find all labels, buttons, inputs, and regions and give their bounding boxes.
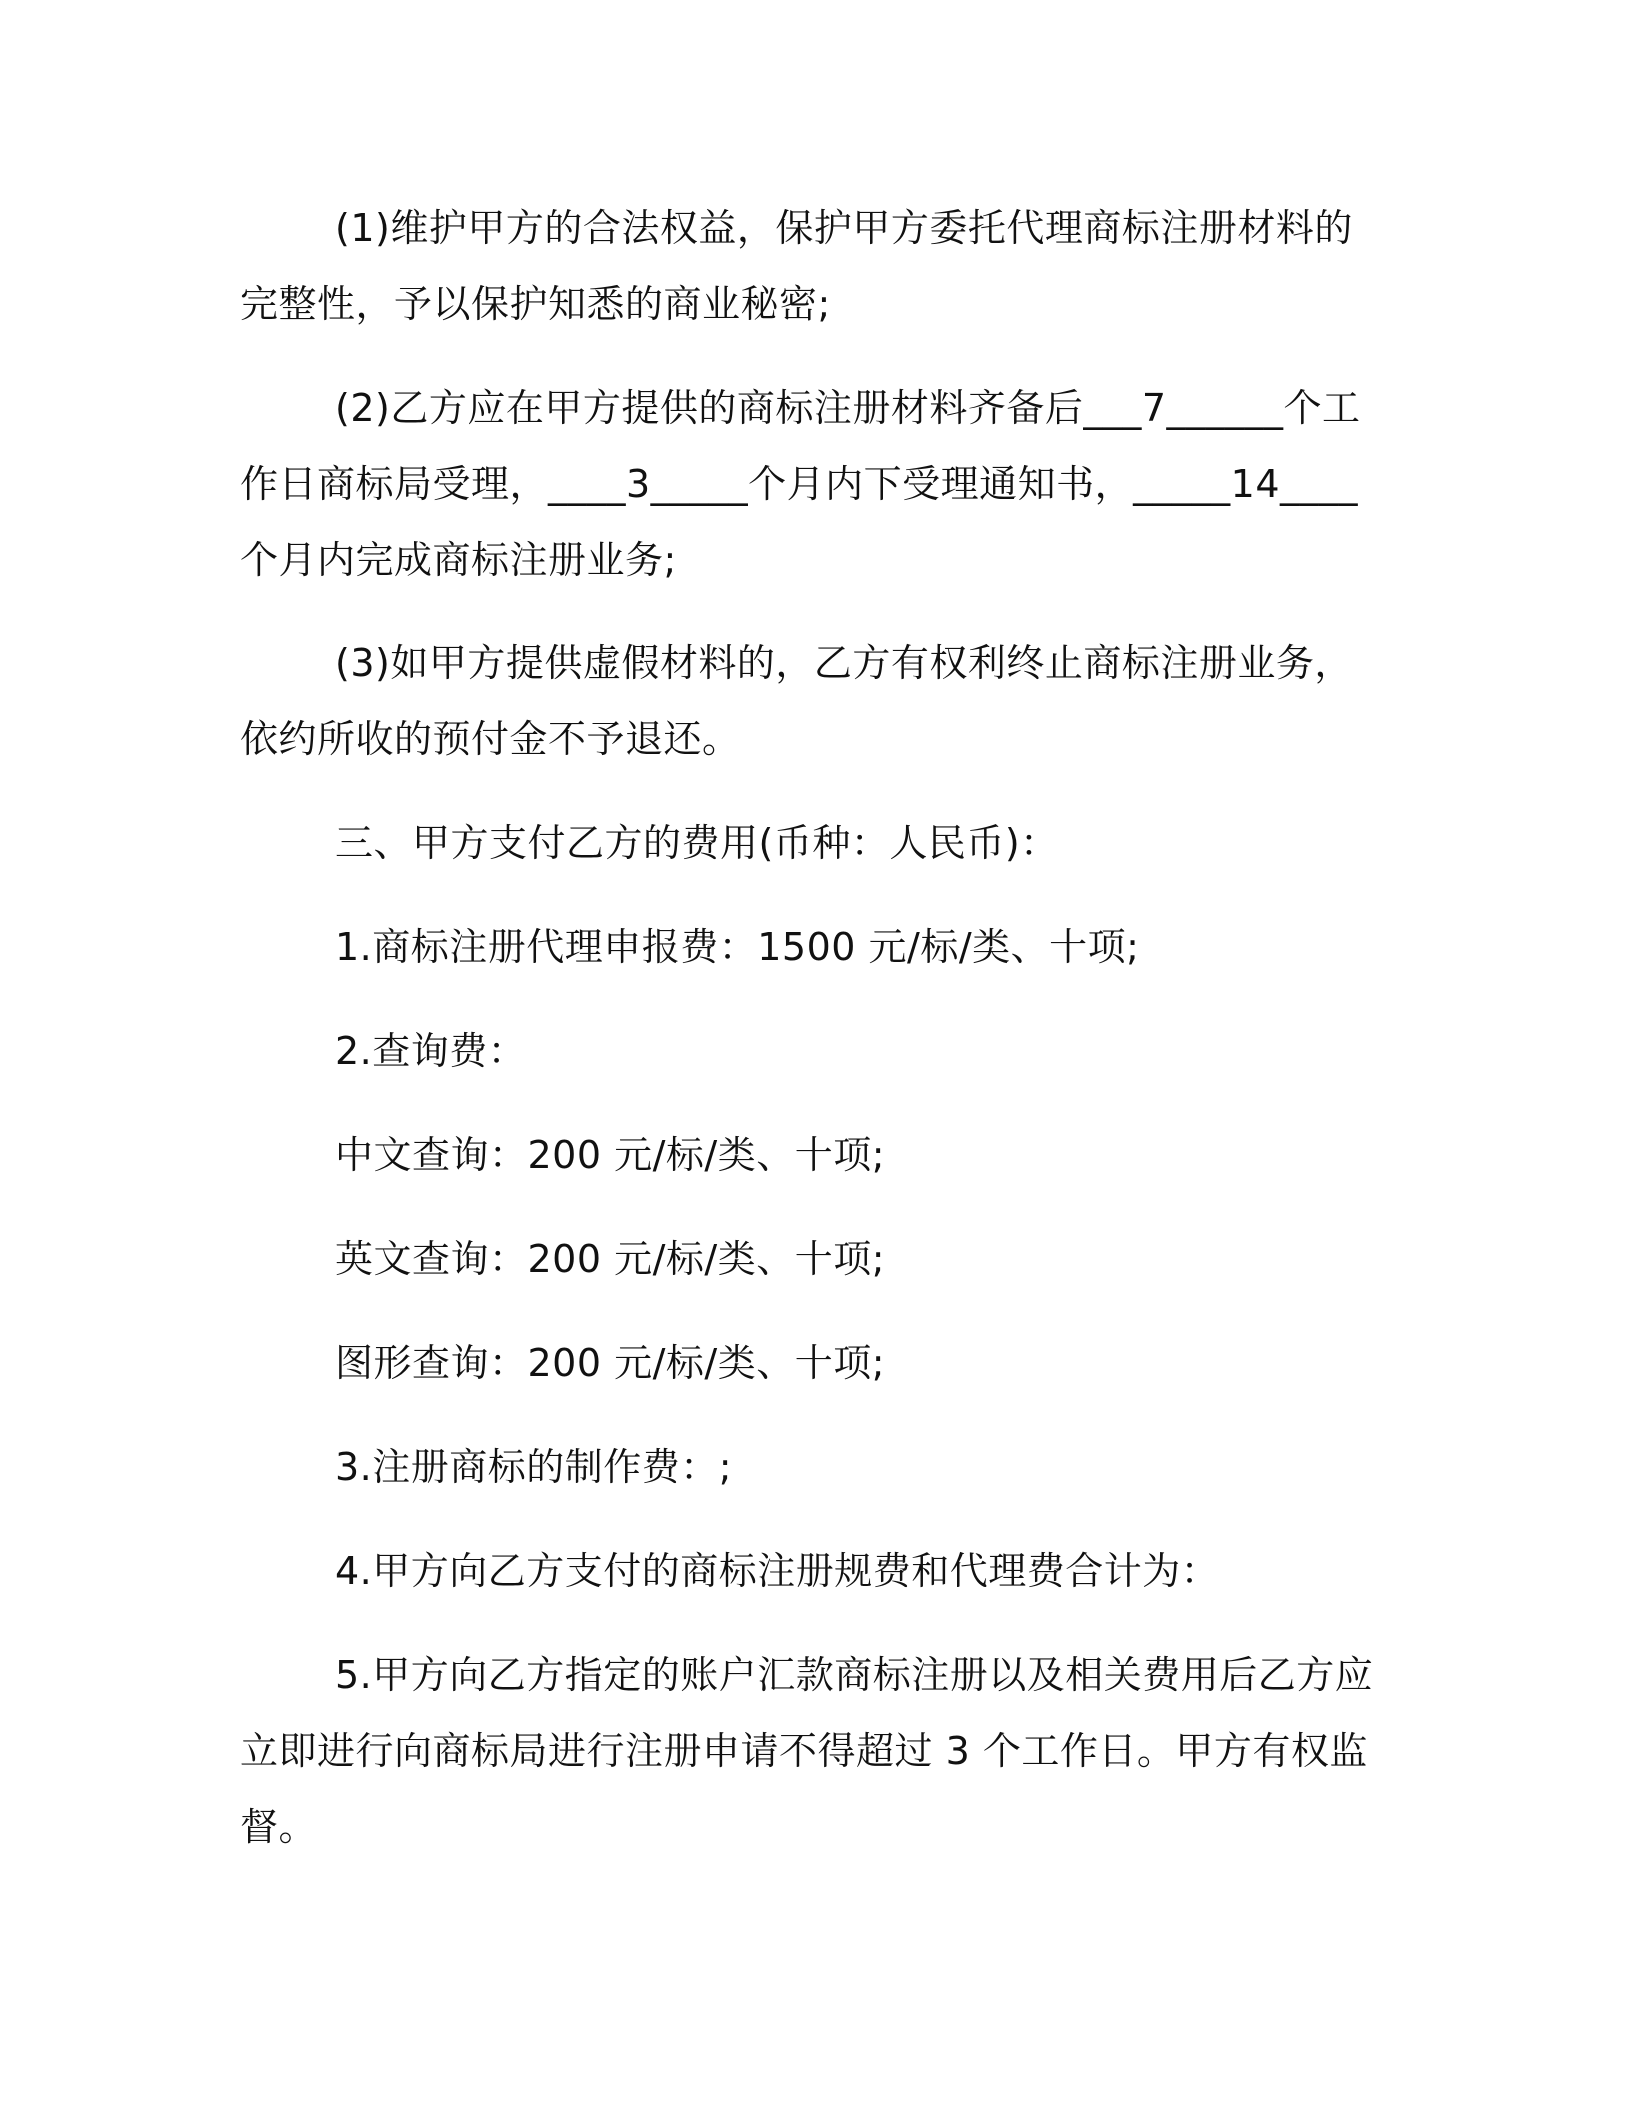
fee-item-chinese-search: 中文查询：200 元/标/类、十项; xyxy=(335,1133,886,1177)
clause-3-false-materials: (3)如甲方提供虚假材料的，乙方有权利终止商标注册业务，依约所收的预付金不予退还。 xyxy=(240,641,1353,761)
clause-2-timelines: (2)乙方应在甲方提供的商标注册材料齐备后___7______个工作日商标局受理，____3_____个月内下受理通知书，_____14____个月内完成商标注册业务; xyxy=(240,386,1361,582)
fee-item-remittance: 5.甲方向乙方指定的账户汇款商标注册以及相关费用后乙方应立即进行向商标局进行注册申请不得超过 3 个工作日。甲方有权监督。 xyxy=(240,1653,1374,1849)
fee-item-total: 4.甲方向乙方支付的商标注册规费和代理费合计为： xyxy=(335,1549,1220,1593)
fee-item-graphic-search: 图形查询：200 元/标/类、十项; xyxy=(335,1341,886,1385)
document-body xyxy=(240,190,1385,1865)
clause-1-protect-rights: (1)维护甲方的合法权益，保护甲方委托代理商标注册材料的完整性，予以保护知悉的商业秘密; xyxy=(240,206,1353,326)
fee-item-search-heading: 2.查询费： xyxy=(335,1029,527,1073)
fee-item-english-search: 英文查询：200 元/标/类、十项; xyxy=(335,1237,886,1281)
fee-item-application: 1.商标注册代理申报费：1500 元/标/类、十项; xyxy=(335,925,1140,969)
section-3-heading: 三、甲方支付乙方的费用(币种：人民币)： xyxy=(335,821,1059,865)
fee-item-production: 3.注册商标的制作费：; xyxy=(335,1445,733,1489)
